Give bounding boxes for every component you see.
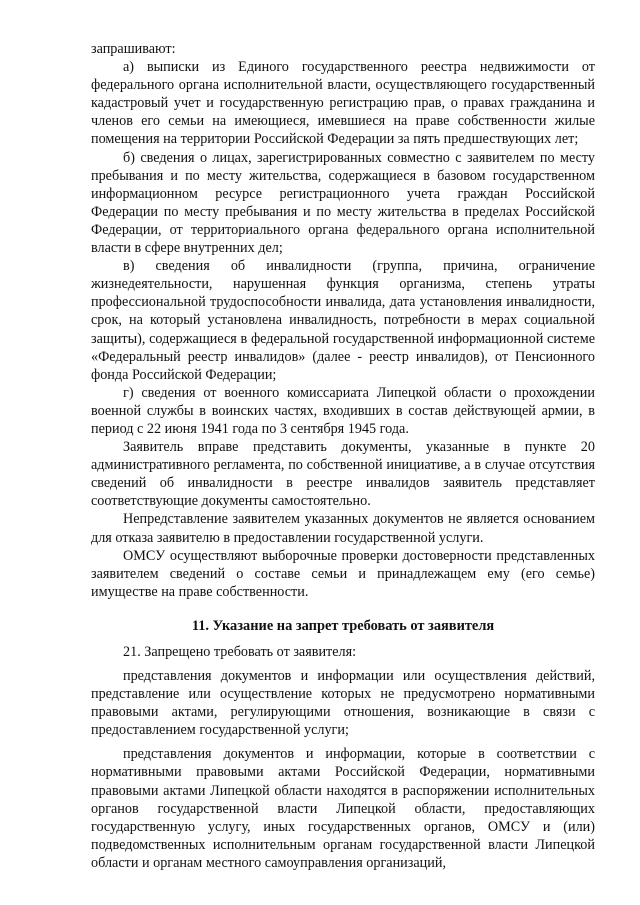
paragraph-applicant-right: Заявитель вправе представить документы, указанные в пункте 20 административного регламента, по собственной инициативе, а в случае отсутствия сведений об инвалидности в реестре инвалидов заявитель представляет соответствующие документы самостоятельно. [91,439,595,510]
section-heading: 11. Указание на запрет требовать от заявителя [191,617,495,634]
paragraph-item-21: 21. Запрещено требовать от заявителя: [123,643,357,660]
paragraph-non-submission: Непредставление заявителем указанных документов не является основанием для отказа заявителю в предоставлении государственной услуги. [91,511,595,546]
paragraph-item-g: г) сведения от военного комиссариата Липецкой области о прохождении военной службы в воинских частях, входивших в состав действующей армии, в период с 22 июня 1941 года по 3 сентября 1945 года. [91,384,595,437]
paragraph-item-b: б) сведения о лицах, зарегистрированных совместно с заявителем по месту пребывания и по месту жительства, содержащиеся в базовом государственном информационном ресурсе регистрационного учета граждан Российской Федерации по месту пребывания и по месту жительства в пределах Российской Федерации, от территориального органа федерального органа исполнительной власти в сфере внутренних дел; [91,149,595,257]
paragraph-omsu-checks: ОМСУ осуществляют выборочные проверки достоверности представленных заявителем сведений о составе семьи и принадлежащем ему (его семье) имуществе на праве собственности. [91,547,595,600]
document-page [91,40,595,872]
paragraph-lead-in: запрашивают: [91,41,176,57]
paragraph-item-a: а) выписки из Единого государственного реестра недвижимости от федерального органа исполнительной власти, осуществляющего государственный кадастровый учет и государственную регистрацию прав, о правах гражданина и членов его семьи на имеющиеся, имевшиеся на праве собственности жилые помещения на территории Российской Федерации за пять предшествующих лет; [91,59,595,148]
paragraph-prohibition-2: представления документов и информации, которые в соответствии с нормативными правовыми актами Российской Федерации, нормативными правовыми актами Липецкой области находятся в распоряжении исполнительных органов государственной власти Липецкой области, предоставляющих государственную услугу, иных государственных органов, ОМСУ и (или) подведомственных исполнительным органам государственной власти Липецкой области и органам местного самоуправления организаций, [91,746,595,871]
paragraph-prohibition-1: представления документов и информации или осуществления действий, представление или осуществление которых не предусмотрено нормативными правовыми актами, регулирующими отношения, возникающие в связи с предоставлением государственной услуги; [91,668,595,739]
paragraph-item-v: в) сведения об инвалидности (группа, причина, ограничение жизнедеятельности, нарушенная функция организма, степень утраты профессиональной трудоспособности инвалида, дата установления инвалидности, срок, на который установлена инвалидность, потребности в мерах социальной защиты), содержащиеся в федеральной государственной информационной системе «Федеральный реестр инвалидов» (далее - реестр инвалидов), от Пенсионного фонда Российской Федерации; [91,258,595,383]
